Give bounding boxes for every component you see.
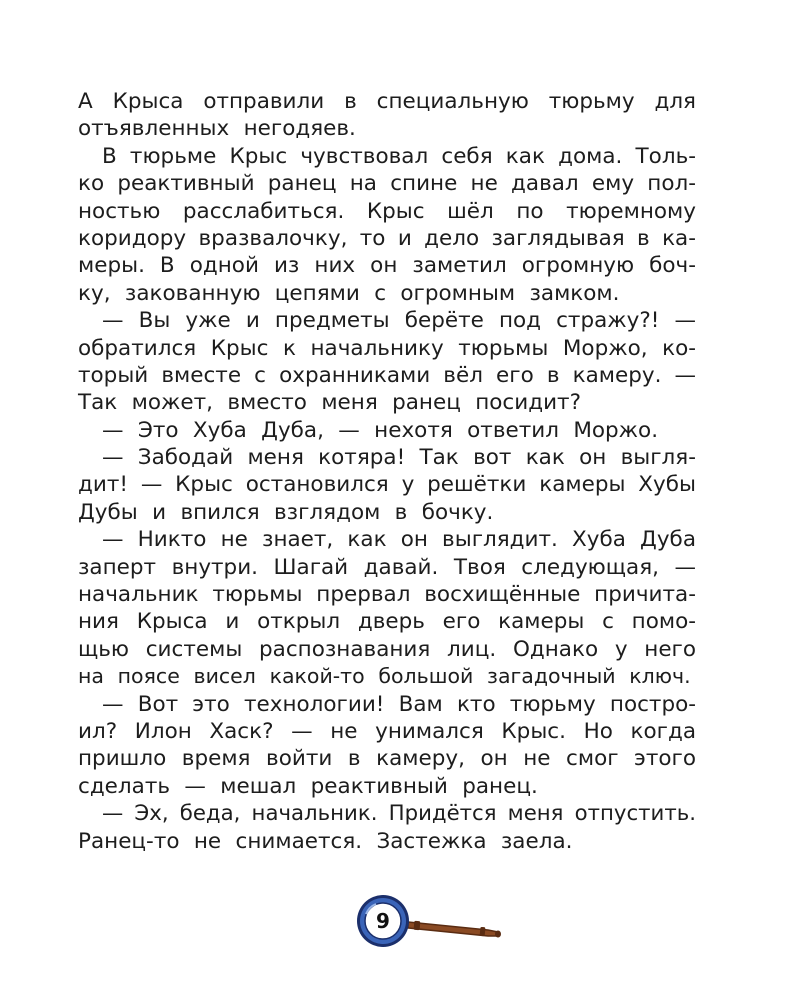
text-line: Ранец-то не снимается. Застежка заела. xyxy=(78,828,573,854)
text-line: ку, закованную цепями с огромным замком. xyxy=(78,280,620,306)
story-text xyxy=(78,88,696,855)
text-line: ко реактивный ранец на спине не давал ему пол- xyxy=(78,171,696,197)
text-line: А Крыса отправили в специальную тюрьму для xyxy=(78,89,696,114)
text-line: дит! — Крыс остановился у решётки камеры Хубы xyxy=(78,472,696,498)
text-line: заперт внутри. Шагай давай. Твоя следующая, — xyxy=(78,554,696,580)
text-line: ния Крыса и открыл дверь его камеры с помо- xyxy=(78,609,696,635)
text-line: обратился Крыс к начальнику тюрьмы Моржо, ко- xyxy=(78,335,696,361)
text-line: — Вы уже и предметы берёте под стражу?! — xyxy=(102,308,696,334)
text-line: Дубы и впился взглядом в бочку. xyxy=(78,499,494,525)
text-line: — Забодай меня котяра! Так вот как он выгля- xyxy=(102,445,696,471)
text-line: ил? Илон Хаск? — не унимался Крыс. Но когда xyxy=(78,718,696,744)
text-line: сделать — мешал реактивный ранец. xyxy=(78,773,538,799)
page-number: 9 xyxy=(376,909,390,933)
text-line: В тюрьме Крыс чувствовал себя как дома. Толь- xyxy=(102,143,696,169)
magnifier-handle xyxy=(408,921,501,938)
text-line: Так может, вместо меня ранец посидит? xyxy=(78,390,581,416)
page-number-badge xyxy=(352,892,512,952)
text-line: — Эх, беда, начальник. Придётся меня отпустить. xyxy=(102,801,696,827)
text-line: меры. В одной из них он заметил огромную боч- xyxy=(78,253,696,279)
text-line: пришло время войти в камеру, он не смог этого xyxy=(78,746,696,772)
text-line: — Это Хуба Дуба, — нехотя ответил Моржо. xyxy=(102,417,659,443)
text-line: щью системы распознавания лиц. Однако у него xyxy=(78,636,696,662)
text-line: — Вот это технологии! Вам кто тюрьму постро- xyxy=(102,691,696,717)
text-line: — Никто не знает, как он выглядит. Хуба Дуба xyxy=(102,527,696,553)
text-line: на поясе висел какой-то большой загадочный ключ. xyxy=(78,664,691,689)
text-line: торый вместе с охранниками вёл его в камеру. — xyxy=(78,362,696,388)
text-line: ностью расслабиться. Крыс шёл по тюремному xyxy=(78,198,696,224)
text-line: отъявленных негодяев. xyxy=(78,116,356,142)
text-line: коридору вразвалочку, то и дело заглядывая в ка- xyxy=(78,225,696,251)
text-line: начальник тюрьмы прервал восхищённые причита- xyxy=(78,582,696,608)
